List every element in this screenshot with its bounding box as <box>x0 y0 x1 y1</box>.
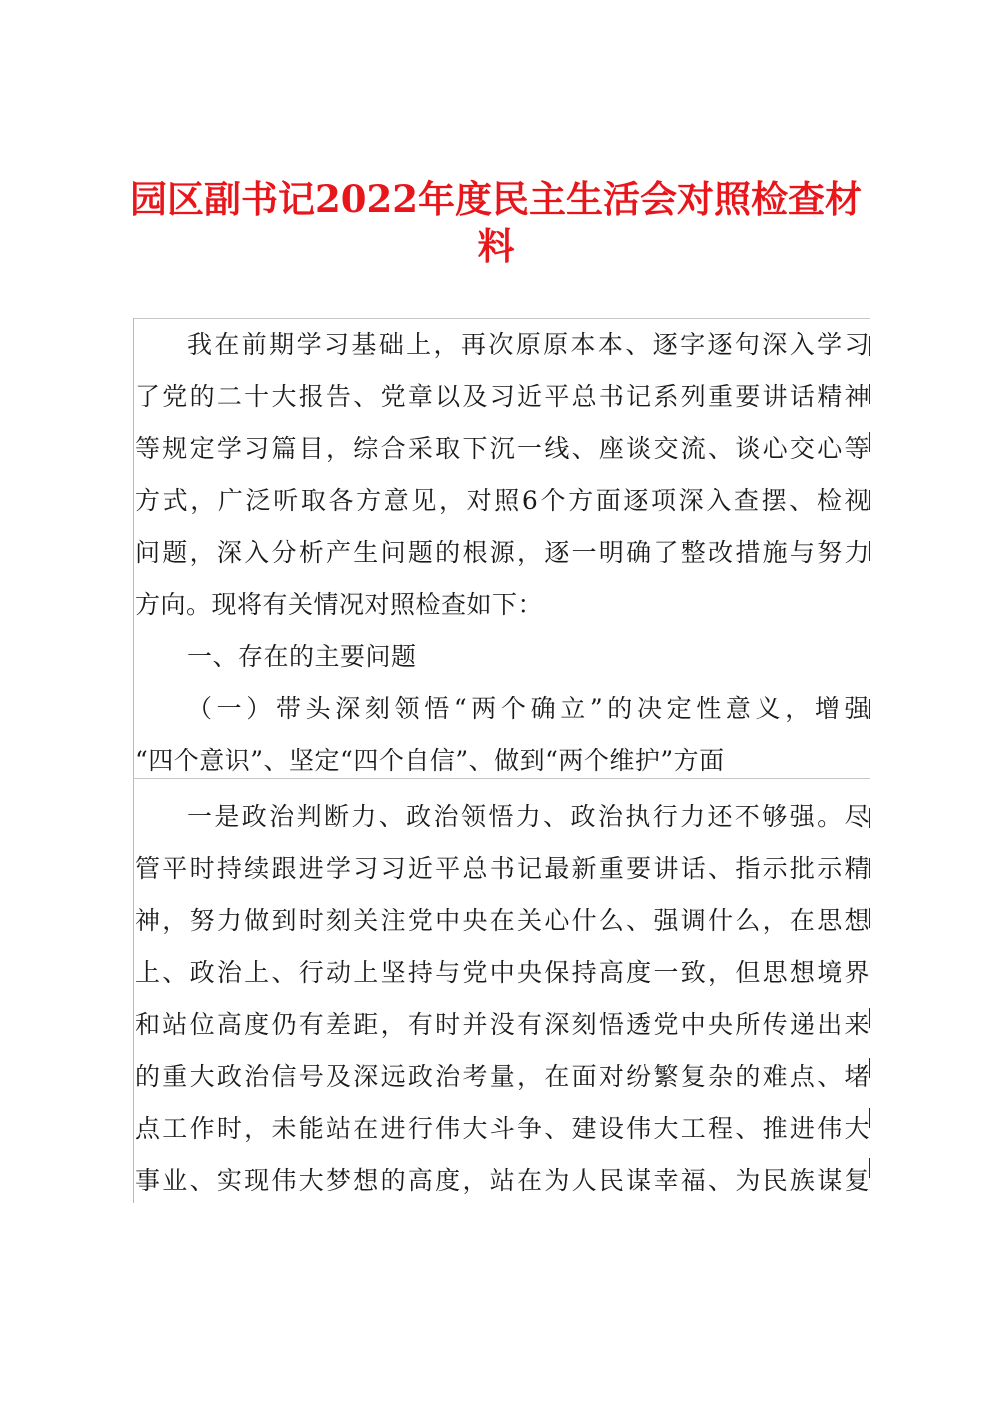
body-line: 管平时持续跟进学习习近平总书记最新重要讲话、指示批示精 <box>135 854 870 883</box>
body-line: 和站位高度仍有差距，有时并没有深刻悟透党中央所传递出来 <box>135 1010 870 1039</box>
subsection-heading: “四个意识”、坚定“四个自信”、做到“两个维护”方面 <box>135 746 725 775</box>
body-line: 问题，深入分析产生问题的根源，逐一明确了整改措施与努力 <box>135 538 870 567</box>
body-line: 等规定学习篇目，综合采取下沉一线、座谈交流、谈心交心等 <box>135 434 870 463</box>
body-line: 一是政治判断力、政治领悟力、政治执行力还不够强。尽 <box>187 802 870 831</box>
frame-left-rule <box>133 318 134 1203</box>
section-heading: 一、存在的主要问题 <box>187 642 417 671</box>
document-title-line-1: 园区副书记2022年度民主生活会对照检查材 <box>130 177 862 221</box>
body-line: 事业、实现伟大梦想的高度，站在为人民谋幸福、为民族谋复 <box>135 1166 870 1195</box>
body-line: 点工作时，未能站在进行伟大斗争、建设伟大工程、推进伟大 <box>135 1114 870 1143</box>
body-line: 方式，广泛听取各方意见，对照6个方面逐项深入查摆、检视 <box>135 486 870 515</box>
body-line: 了党的二十大报告、党章以及习近平总书记系列重要讲话精神 <box>135 382 870 411</box>
frame-top-rule <box>133 318 870 319</box>
subsection-heading: （一）带头深刻领悟“两个确立”的决定性意义，增强 <box>187 694 870 723</box>
document-title-line-2: 料 <box>477 224 515 268</box>
body-line: 上、政治上、行动上坚持与党中央保持高度一致，但思想境界 <box>135 958 870 987</box>
body-line: 神，努力做到时刻关注党中央在关心什么、强调什么，在思想 <box>135 906 870 935</box>
body-line: 方向。现将有关情况对照检查如下： <box>135 590 544 619</box>
body-line: 我在前期学习基础上，再次原原本本、逐字逐句深入学习 <box>187 330 870 359</box>
body-line: 的重大政治信号及深远政治考量，在面对纷繁复杂的难点、堵 <box>135 1062 870 1091</box>
